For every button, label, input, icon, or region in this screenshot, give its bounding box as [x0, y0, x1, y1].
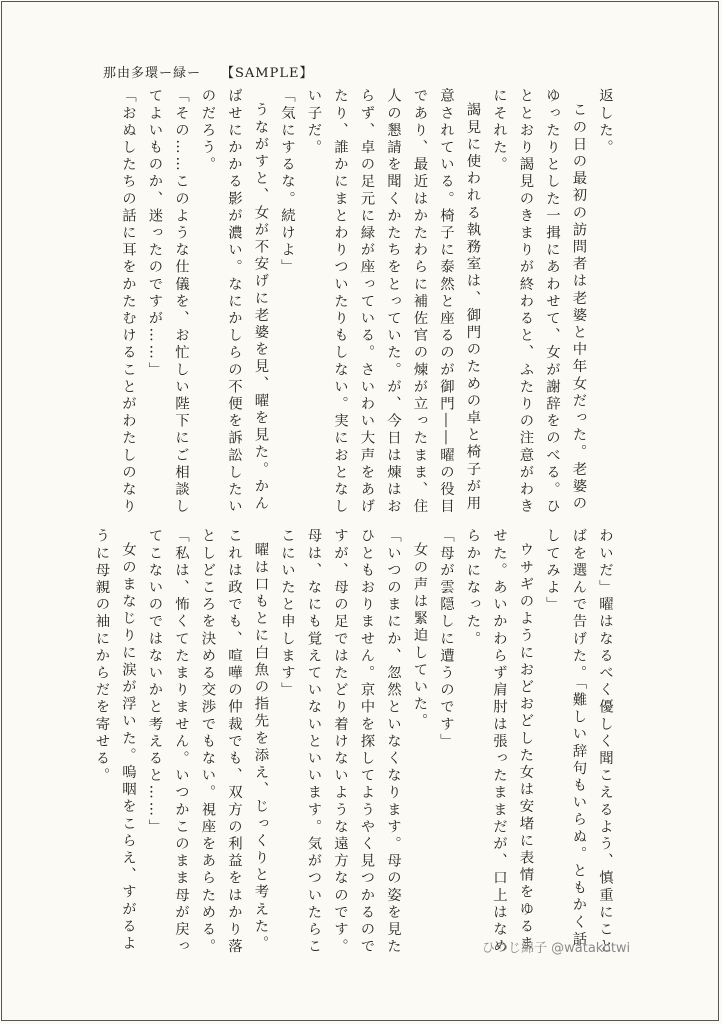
- text-line: この日の最初の訪問者は老婆と中年女だった。老婆の: [570, 102, 587, 513]
- text-line: こにいたと申します」: [279, 528, 295, 699]
- text-line: 母は、なにも覚えていないといいます。気がついたらこ: [305, 528, 322, 956]
- text-line: わいだ」曜はなるべく優しく聞こえるよう、慎重にこと: [597, 528, 613, 956]
- text-line: 「その……このような仕儀を、お忙しい陛下にご相談し: [173, 88, 189, 516]
- text-line: としどころを決める交渉でもない。視座をあらためる。: [199, 528, 216, 956]
- text-line: 「おぬしたちの話に耳をかたむけることがわたしのなり: [120, 88, 136, 516]
- text-line: らず、卓の足元に緑が座っている。さいわい大声をあげ: [358, 88, 375, 516]
- text-line: せた。あいかわらず肩肘は張ったままだが、口上はなめ: [491, 528, 507, 956]
- book-title: 那由多環ー緑ー: [103, 66, 202, 81]
- text-line: 「気にするな。続けよ」: [279, 88, 295, 277]
- page-header: [103, 62, 314, 81]
- text-line: これは政でも、喧嘩の仲裁でも、双方の利益をはかり落: [226, 528, 242, 956]
- text-line: であり、最近はかたわらに補佐官の煉が立ったまま、住: [411, 88, 428, 516]
- text-line: 謁見に使われる執務室は、御門のための卓と椅子が用: [464, 102, 481, 513]
- text-line: 「いつのまにか、忽然といなくなります。母の姿を見た: [385, 528, 401, 956]
- text-line: てよいものか、迷ったのですが……」: [146, 88, 163, 379]
- text-line: してみよ」: [544, 528, 560, 614]
- author-credit: ひつじ綿子 @watakotwi: [482, 941, 631, 956]
- text-line: のだろう。: [199, 88, 216, 174]
- text-line: い子だ。: [305, 88, 322, 157]
- text-line: ゆったりとした一揖にあわせて、女が謝辞をのべる。ひ: [544, 88, 560, 516]
- text-line: てこないのではないかと考えると……」: [146, 528, 163, 836]
- sample-tag: 【SAMPLE】: [221, 66, 314, 81]
- text-line: にそれた。: [491, 88, 507, 174]
- text-line: 返した。: [597, 88, 613, 157]
- upper-text-block: [100, 88, 618, 516]
- text-line: うに母親の袖にからだを寄せる。: [93, 528, 110, 785]
- text-line: 人の懇請を聞くかたちをとっていた。が、今日は煉はお: [385, 88, 401, 516]
- text-line: たり、誰かにまとわりついたりもしない。実におとなし: [332, 88, 348, 516]
- text-line: ウサギのようにおどおどした女は安堵に表情をゆるま: [517, 542, 534, 953]
- text-line: 女の声は緊迫していた。: [411, 542, 428, 731]
- text-line: 女のまなじりに涙が浮いた。嗚咽をこらえ、すがるよ: [120, 542, 136, 953]
- text-line: すが、母の足ではたどり着けないような遠方なのです。: [332, 528, 348, 956]
- text-line: 意されている。椅子に泰然と座るのが御門――曜の役目: [438, 88, 454, 516]
- text-line: ととおり謁見のきまりが終わると、ふたりの注意がわき: [517, 88, 534, 516]
- text-line: 「母が雲隠しに遭うのです」: [438, 528, 454, 751]
- text-line: ひともおりません。京中を探してようやく見つかるので: [358, 528, 375, 956]
- text-line: 「私は、怖くてたまりません。いつかこのまま母が戻っ: [173, 528, 189, 956]
- text-line: うながすと、女が不安げに老婆を見、曜を見た。かん: [252, 102, 269, 513]
- text-line: らかになった。: [464, 528, 481, 648]
- text-line: ばを選んで告げた。「難しい辞句もいらぬ。ともかく話: [570, 528, 587, 949]
- text-line: ばせにかかる影が濃い。なにかしらの不便を訴訟したい: [226, 88, 242, 516]
- text-line: 曜は口もとに白魚の指先を添え、じっくりと考えた。: [252, 542, 269, 953]
